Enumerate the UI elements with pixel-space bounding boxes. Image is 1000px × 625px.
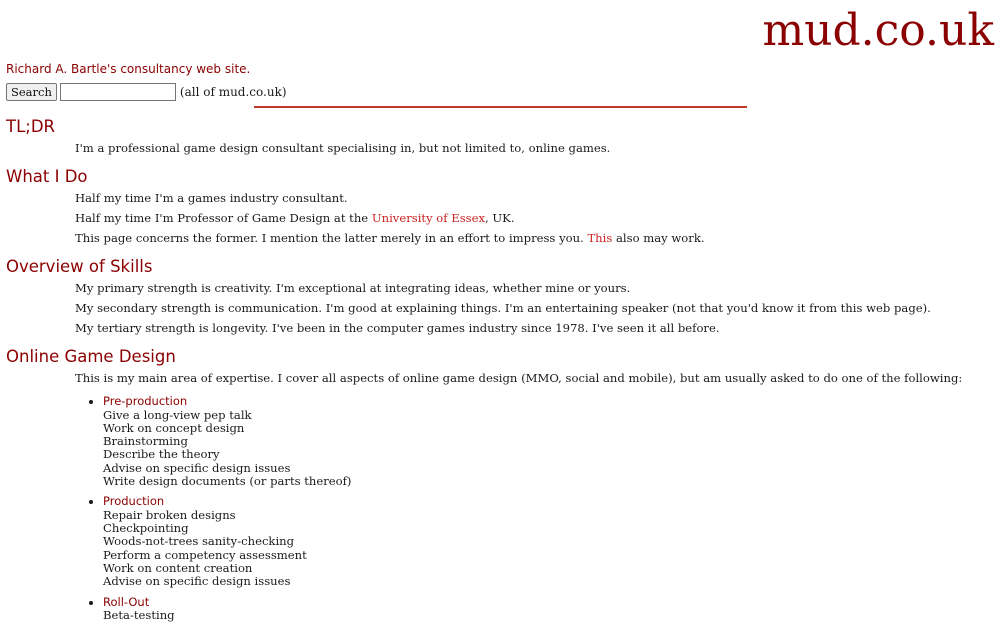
what-line-2 (75, 208, 1000, 228)
what-line-3 (75, 228, 1000, 248)
list-item: Describe the theory (103, 447, 220, 462)
site-tagline: Richard A. Bartle's consultancy web site. (6, 62, 251, 76)
search-button[interactable]: Search (6, 83, 57, 101)
list-item: Perform a competency assessment (103, 547, 307, 562)
tldr-text: I'm a professional game design consultant specialising in, but not limited to, online games. (75, 141, 611, 155)
list-item: Woods-not-trees sanity-checking (103, 534, 295, 549)
university-of-essex-link[interactable]: University of Essex (371, 211, 486, 225)
site-name: mud.co.uk (762, 5, 994, 56)
heading-skills: Overview of Skills (6, 257, 153, 276)
what-line-2-suffix: , UK. (485, 211, 515, 225)
search-form (6, 83, 287, 101)
search-scope-label: (all of mud.co.uk) (179, 85, 287, 99)
list-item: Work on concept design (103, 420, 245, 435)
heading-tldr: TL;DR (6, 117, 56, 136)
search-input[interactable] (60, 83, 176, 101)
section-what-i-do (6, 166, 1000, 248)
list-item: Brainstorming (103, 434, 188, 449)
list-item: Advise on specific design issues (103, 574, 291, 589)
skills-line-3: My tertiary strength is longevity. I've been in the computer games industry since 1978. I've seen it all before. (75, 321, 720, 335)
list-item: Write design documents (or parts thereof) (103, 473, 352, 488)
list-item: Give a long-view pep talk (103, 407, 252, 422)
section-tldr (6, 116, 1000, 158)
list-item: Beta-testing (103, 608, 175, 623)
main-content (6, 116, 1000, 625)
section-skills (6, 256, 1000, 338)
list-item: Checkpointing (103, 521, 189, 536)
design-intro: This is my main area of expertise. I cover all aspects of online game design (MMO, social and mobile), but am usually asked to do one of the following: (75, 371, 963, 385)
what-line-3-text: This page concerns the former. I mention the latter merely in an effort to impress you. (75, 231, 588, 245)
what-line-1: Half my time I'm a games industry consultant. (75, 191, 348, 205)
design-services-list (6, 394, 1000, 622)
what-line-3-suffix: also may work. (612, 231, 705, 245)
list-item-roll-out (103, 595, 1000, 623)
skills-line-1: My primary strength is creativity. I'm exceptional at integrating ideas, whether mine or yours. (75, 281, 631, 295)
this-link[interactable]: This (587, 231, 613, 245)
list-item-production (103, 494, 1000, 588)
section-online-game-design (6, 346, 1000, 622)
heading-what-i-do: What I Do (6, 167, 88, 186)
heading-online-game-design: Online Game Design (6, 347, 176, 366)
group-title-production: • Production (103, 494, 165, 509)
header-divider (254, 106, 747, 108)
list-item: Work on content creation (103, 560, 253, 575)
list-item: Repair broken designs (103, 507, 236, 522)
list-item: Advise on specific design issues (103, 460, 291, 475)
group-title-pre-production: • Pre-production (103, 394, 188, 408)
group-title-roll-out: • Roll-Out (103, 594, 150, 609)
skills-line-2: My secondary strength is communication. I'm good at explaining things. I'm an entertaining speaker (not that you'd know it from this web page). (75, 301, 931, 315)
list-item-pre-production (103, 394, 1000, 488)
what-line-2-text: Half my time I'm Professor of Game Design at the (75, 211, 372, 225)
